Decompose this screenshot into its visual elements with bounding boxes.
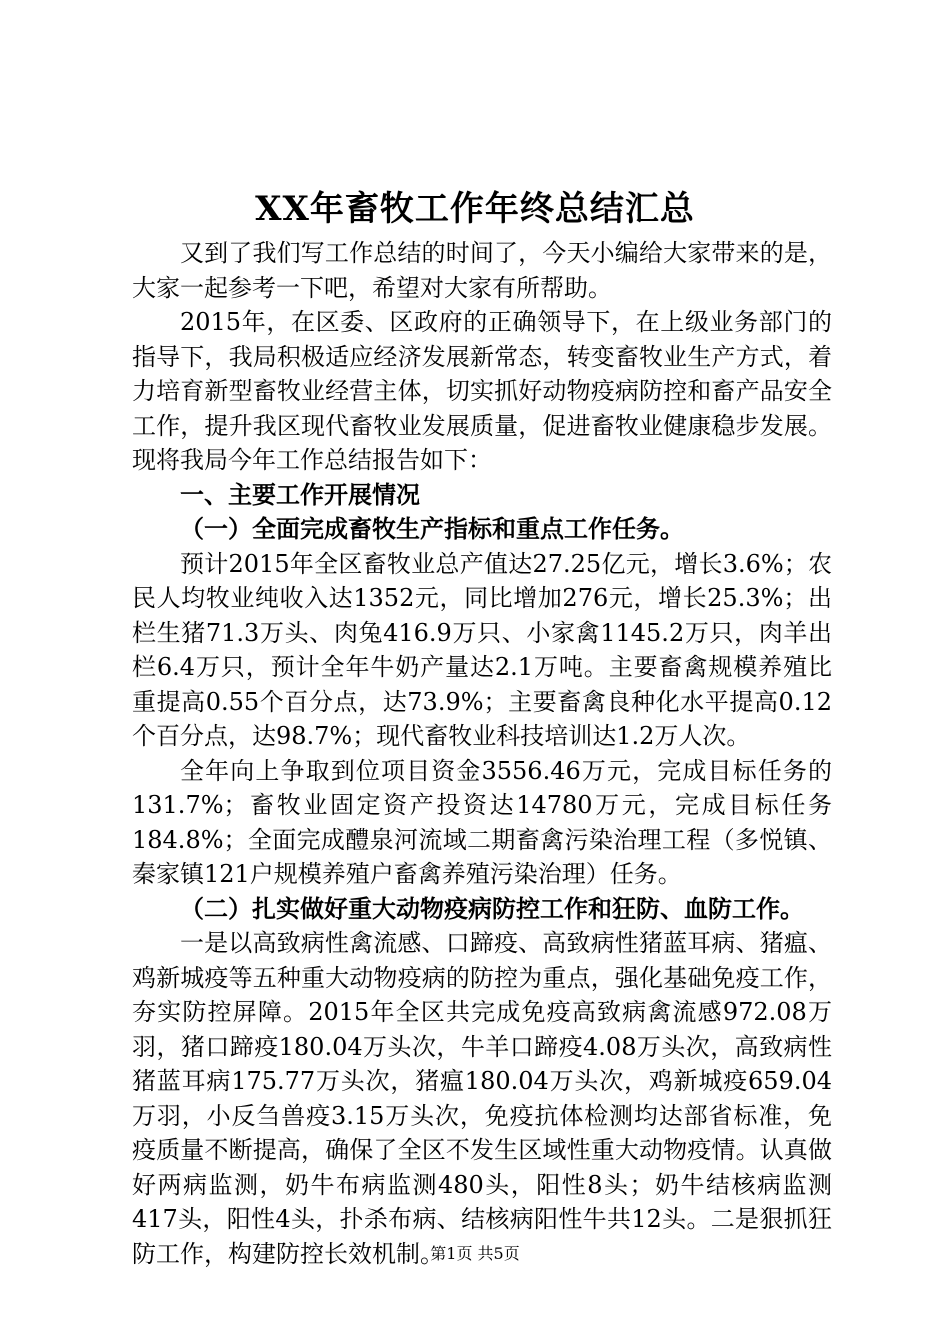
intro-paragraph: 又到了我们写工作总结的时间了，今天小编给大家带来的是，大家一起参考一下吧，希望对大家有所帮助。 [132, 239, 832, 302]
subsection-heading-2: （二）扎实做好重大动物疫病防控工作和狂防、血防工作。 [180, 893, 804, 923]
funding-paragraph: 全年向上争取到位项目资金3556.46万元，完成目标任务的131.7%；畜牧业固定资产投资达14780万元，完成目标任务184.8%；全面完成醴泉河流域二期畜禽污染治理工程（多悦镇、秦家镇121户规模养殖户畜禽养殖污染治理）任务。 [132, 756, 832, 888]
document-body [132, 236, 832, 1271]
subsection-heading-1: （一）全面完成畜牧生产指标和重点工作任务。 [180, 514, 684, 543]
page-number-footer: 第1页 共5页 [430, 1244, 520, 1263]
document-title: XX年畜牧工作年终总结汇总 [255, 189, 695, 229]
production-paragraph: 预计2015年全区畜牧业总产值达27.25亿元，增长3.6%；农民人均牧业纯收入达1352元，同比增加276元，增长25.3%；出栏生猪71.3万头、肉兔416.9万只、小家禽1145.2万只，肉羊出栏6.4万只，预计全年牛奶产量达2.1万吨。主要畜禽规模养殖比重提高0.55个百分点，达73.9%；主要畜禽良种化水平提高0.12个百分点，达98.7%；现代畜牧业科技培训达1.2万人次。 [132, 549, 832, 750]
section-heading-1: 一、主要工作开展情况 [180, 479, 420, 509]
epidemic-paragraph: 一是以高致病性禽流感、口蹄疫、高致病性猪蓝耳病、猪瘟、鸡新城疫等五种重大动物疫病的防控为重点，强化基础免疫工作，夯实防控屏障。2015年全区共完成免疫高致病禽流感972.08万羽，猪口蹄疫180.04万头次，牛羊口蹄疫4.08万头次，高致病性猪蓝耳病175.77万头次，猪瘟180.04万头次，鸡新城疫659.04万羽，小反刍兽疫3.15万头次，免疫抗体检测均达部省标准，免疫质量不断提高，确保了全区不发生区域性重大动物疫情。认真做好两病监测，奶牛布病监测480头，阳性8头；奶牛结核病监测417头，阳性4头，扑杀布病、结核病阳性牛共12头。二是狠抓狂防工作，构建防控长效机制。 [132, 929, 832, 1268]
overview-paragraph: 2015年，在区委、区政府的正确领导下，在上级业务部门的指导下，我局积极适应经济发展新常态，转变畜牧业生产方式，着力培育新型畜牧业经营主体，切实抓好动物疫病防控和畜产品安全工作，提升我区现代畜牧业发展质量，促进畜牧业健康稳步发展。现将我局今年工作总结报告如下： [132, 308, 832, 474]
